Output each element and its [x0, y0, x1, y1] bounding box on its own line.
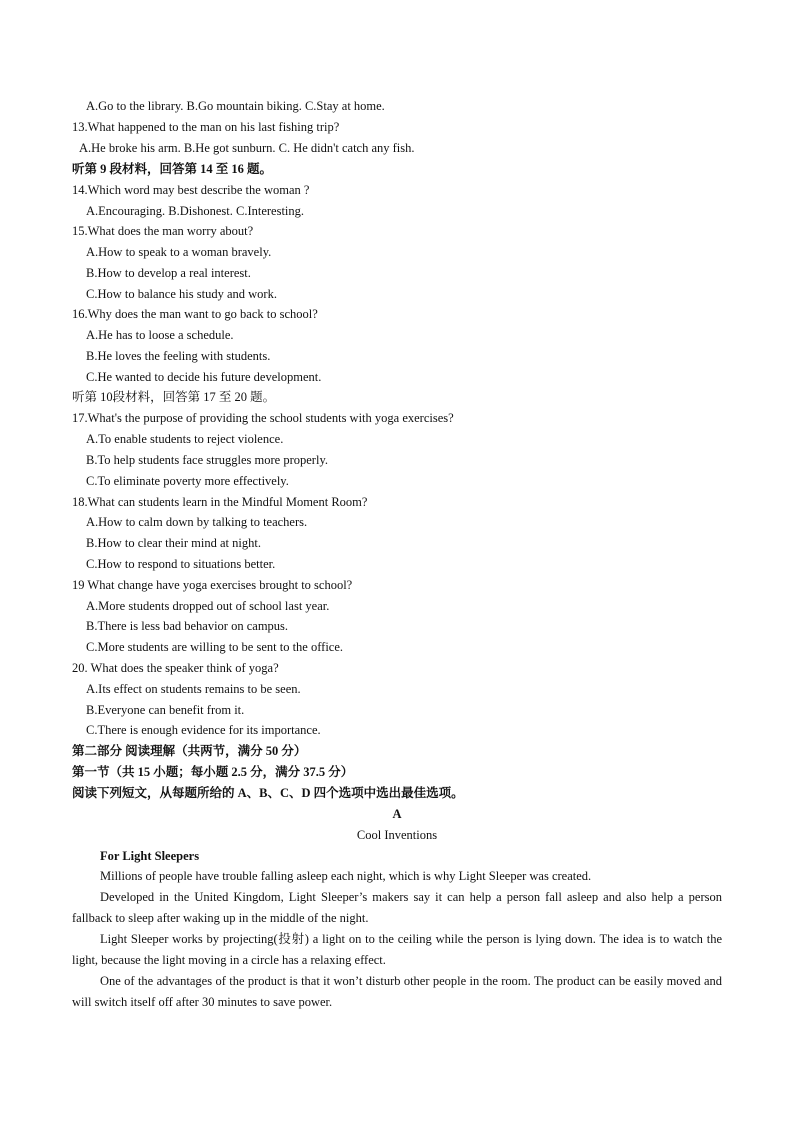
reading-section-title: 第一节（共 15 小题；每小题 2.5 分，满分 37.5 分）	[72, 765, 354, 779]
reading-part-title: 第二部分 阅读理解（共两节，满分 50 分）	[72, 744, 307, 758]
q15-option-a: A.How to speak to a woman bravely.	[86, 245, 272, 259]
paragraph-3-text: Light Sleeper works by projecting(投射) a light on to the ceiling while the person is lying down. The idea is to watch the light, because the light moving in a circle has a relaxing effect.	[72, 932, 722, 967]
q20-option-b: B.Everyone can benefit from it.	[86, 703, 245, 717]
q16-question: 16.Why does the man want to go back to school?	[72, 307, 318, 321]
q18-option-c: C.How to respond to situations better.	[86, 557, 276, 571]
q17-option-c: C.To eliminate poverty more effectively.	[86, 474, 289, 488]
q14-question: 14.Which word may best describe the woman ?	[72, 183, 310, 197]
q12-options: A.Go to the library. B.Go mountain biking. C.Stay at home.	[86, 99, 385, 113]
q16-option-a: A.He has to loose a schedule.	[86, 328, 234, 342]
q18-question: 18.What can students learn in the Mindful Moment Room?	[72, 495, 368, 509]
q16-option-c: C.He wanted to decide his future development.	[86, 370, 322, 384]
q20-option-a: A.Its effect on students remains to be seen.	[86, 682, 301, 696]
q20-question: 20. What does the speaker think of yoga?	[72, 661, 279, 675]
q14-options: A.Encouraging. B.Dishonest. C.Interesting.	[86, 204, 305, 218]
passage-paragraph-4	[72, 971, 722, 1013]
q16-option-b: B.He loves the feeling with students.	[86, 349, 271, 363]
paragraph-1-text: Millions of people have trouble falling asleep each night, which is why Light Sleeper was created.	[100, 869, 592, 883]
passage-letter: A	[392, 807, 402, 821]
q17-question: 17.What's the purpose of providing the school students with yoga exercises?	[72, 411, 454, 425]
q19-option-c: C.More students are willing to be sent to the office.	[86, 640, 344, 654]
q15-option-c: C.How to balance his study and work.	[86, 287, 277, 301]
q15-option-b: B.How to develop a real interest.	[86, 266, 251, 280]
passage-paragraph-3	[72, 929, 722, 971]
q20-option-c: C.There is enough evidence for its importance.	[86, 723, 321, 737]
section9-heading: 听第 9 段材料，回答第 14 至 16 题。	[72, 162, 273, 176]
q15-question: 15.What does the man worry about?	[72, 224, 254, 238]
q17-option-b: B.To help students face struggles more properly.	[86, 453, 329, 467]
passage-paragraph-1	[72, 866, 722, 887]
q18-option-a: A.How to calm down by talking to teachers.	[86, 515, 308, 529]
paragraph-2-text: Developed in the United Kingdom, Light Sleeper’s makers say it can help a person fall asleep and also help a person fallback to sleep after waking up in the middle of the night.	[72, 890, 722, 925]
section10-heading: 听第 10段材料，回答第 17 至 20 题。	[72, 390, 276, 404]
paragraph-4-text: One of the advantages of the product is that it won’t disturb other people in the room. The product can be easily moved and will switch itself off after 30 minutes to save power.	[72, 974, 722, 1009]
q13-question: 13.What happened to the man on his last fishing trip?	[72, 120, 340, 134]
q17-option-a: A.To enable students to reject violence.	[86, 432, 284, 446]
q13-options: A.He broke his arm. B.He got sunburn. C. He didn't catch any fish.	[79, 141, 415, 155]
q19-option-a: A.More students dropped out of school last year.	[86, 599, 330, 613]
passage-subheading: For Light Sleepers	[100, 849, 200, 863]
q19-option-b: B.There is less bad behavior on campus.	[86, 619, 289, 633]
passage-title: Cool Inventions	[356, 828, 438, 842]
passage-paragraph-2	[72, 887, 722, 929]
q19-question: 19 What change have yoga exercises brought to school?	[72, 578, 353, 592]
reading-instruction: 阅读下列短文，从每题所给的 A、B、C、D 四个选项中选出最佳选项。	[72, 786, 464, 800]
q18-option-b: B.How to clear their mind at night.	[86, 536, 261, 550]
